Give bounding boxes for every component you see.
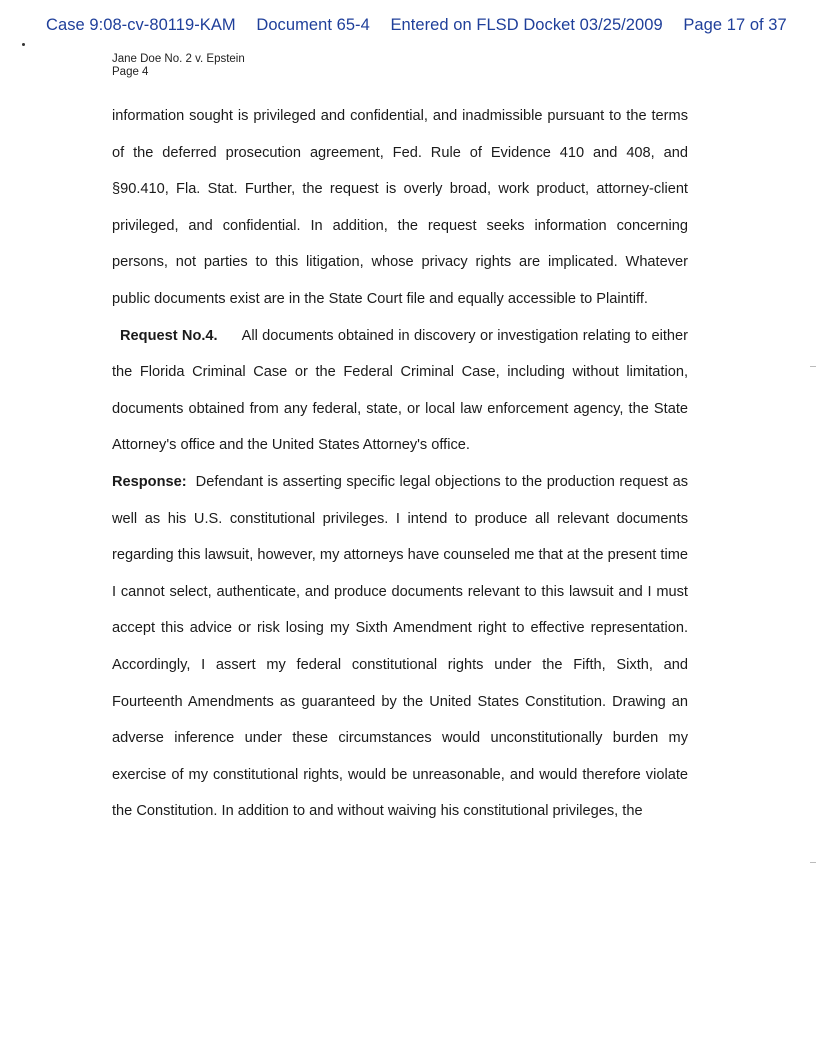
caption-title: Jane Doe No. 2 v. Epstein: [112, 53, 245, 65]
document-body: [112, 98, 688, 830]
request-label: Request No.4.: [120, 327, 218, 344]
paragraph-request-4: [112, 318, 688, 464]
caption-page: Page 4: [112, 66, 149, 78]
request-text: All documents obtained in discovery or investigation relating to either the Florida Criminal Case or the Federal Criminal Case, including without limitation, documents obtained from any federal, state, or local law enforcement agency, the State Attorney's office and the United States Attorney's office.: [112, 327, 689, 454]
document-number: Document 65-4: [256, 16, 370, 34]
scan-edge-mark: [810, 862, 816, 863]
case-number: Case 9:08-cv-80119-KAM: [46, 16, 236, 34]
docket-header: [46, 16, 786, 35]
scan-artifact-dot: [22, 43, 25, 46]
page-number: Page 17 of 37: [683, 16, 787, 34]
paragraph-response: [112, 464, 688, 830]
response-label: Response:: [112, 473, 187, 490]
response-text: Defendant is asserting specific legal objections to the production request as well as his U.S. constitutional privileges. I intend to produce all relevant documents regarding this lawsuit, however, my attorneys have counseled me that at the present time I cannot select, authenticate, and produce documents relevant to this lawsuit and I must accept this advice or risk losing my Sixth Amendment right to effective representation. Accordingly, I assert my federal constitutional rights under the Fifth, Sixth, and Fourteenth Amendments as guaranteed by the United States Constitution. Drawing an adverse inference under these circumstances would unconstitutionally burden my exercise of my constitutional rights, would be unreasonable, and would therefore violate the Constitution. In addition to and without waiving his constitutional privileges, the: [112, 473, 688, 820]
case-caption: [112, 53, 245, 79]
docket-entry-date: Entered on FLSD Docket 03/25/2009: [390, 16, 663, 34]
paragraph-objection-continued: information sought is privileged and confidential, and inadmissible pursuant to the terms of the deferred prosecution agreement, Fed. Rule of Evidence 410 and 408, and §90.410, Fla. Stat. Further, the request is overly broad, work product, attorney-client privileged, and confidential. In addition, the request seeks information concerning persons, not parties to this litigation, whose privacy rights are implicated. Whatever public documents exist are in the State Court file and equally accessible to Plaintiff.: [112, 108, 688, 307]
scan-edge-mark: [810, 366, 816, 367]
